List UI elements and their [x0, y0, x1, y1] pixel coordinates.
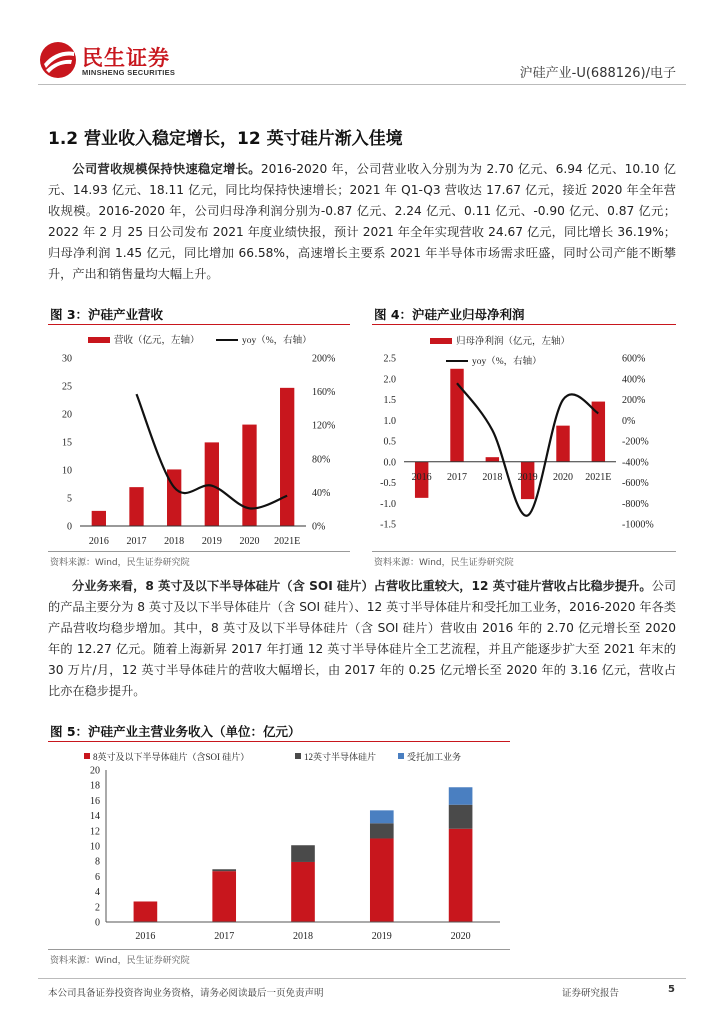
bar-2019-series-0: [370, 838, 394, 922]
bar-2016: [92, 511, 106, 526]
y-tick-label: 12: [90, 826, 100, 838]
y-tick-label: 10: [90, 841, 100, 853]
x-tick-label: 2020: [239, 536, 260, 547]
x-tick-label: 2021E: [585, 472, 612, 483]
bar-2016-series-0: [134, 901, 158, 922]
bar-2017: [450, 369, 463, 462]
footer-divider: [38, 978, 686, 979]
y-tick-label: 14: [90, 811, 100, 823]
y-tick-label: 4: [95, 887, 100, 899]
footer-disclaimer: 本公司具备证券投资咨询业务资格，请务必阅读最后一页免责声明: [48, 988, 324, 999]
y-right-tick-label: -400%: [622, 457, 649, 469]
bar-2018-series-0: [291, 862, 315, 922]
y-left-tick-label: 20: [62, 409, 72, 421]
y-left-tick-label: 1.0: [383, 415, 396, 427]
y-left-tick-label: 2.5: [383, 353, 396, 365]
paragraph-segments-lead: 分业务来看，8 英寸及以下半导体硅片（含 SOI 硅片）占营收比重较大，12 英寸硅片营收占比稳步提升。: [72, 579, 652, 593]
fig5-title-rule: [48, 741, 510, 742]
fig5-source: 资料来源：Wind，民生证券研究院: [50, 956, 190, 966]
bar-2020-series-1: [449, 805, 473, 829]
bar-2017: [129, 487, 143, 526]
bar-2019-series-1: [370, 823, 394, 838]
paragraph-revenue: [48, 159, 676, 285]
x-tick-label: 2019: [517, 472, 538, 483]
x-tick-label: 2019: [201, 536, 222, 547]
x-tick-label: 2021E: [274, 536, 301, 547]
y-left-tick-label: 2.0: [383, 374, 396, 386]
y-right-tick-label: 120%: [312, 420, 336, 432]
bar-2017-series-0: [212, 871, 236, 922]
bar-2019: [205, 442, 219, 526]
x-tick-label: 2017: [214, 931, 235, 942]
y-right-tick-label: 200%: [312, 353, 336, 365]
fig4-title: 图 4：沪硅产业归母净利润: [374, 307, 525, 322]
fig5-source-rule: [48, 949, 510, 950]
x-tick-label: 2017: [126, 536, 147, 547]
y-tick-label: 0: [95, 917, 100, 929]
y-right-tick-label: 0%: [622, 415, 636, 427]
y-tick-label: 20: [90, 765, 100, 777]
paragraph-segments: [48, 576, 676, 702]
y-left-tick-label: 0.0: [383, 457, 396, 469]
y-left-tick-label: -1.0: [380, 498, 396, 510]
x-tick-label: 2016: [88, 536, 109, 547]
fig3-source: 资料来源：Wind，民生证券研究院: [50, 558, 190, 568]
y-left-tick-label: 0: [67, 521, 72, 533]
y-left-tick-label: -0.5: [380, 478, 396, 489]
paragraph-segments-body: 公司的产品主要分为 8 英寸及以下半导体硅片（含 SOI 硅片）、12 英寸半导体硅片和受托加工业务，2016-2020 年各类产品营收均稳步增加。其中，8 英寸及以下半导体硅片（含 SOI 硅片）营收由 2016 年的 2.70 亿元增长至 2020 年的 12.27 亿元。随着上海新昇 2017 年打通 12 英寸半导体硅片全工艺流程，并且产能逐步扩大至 2021 年末的 30 万片/月，12 英寸半导体硅片的营收大幅增长，由 2017 年的 0.25 亿元增长至 2020 年的 3.16 亿元，营收占比亦在稳步提升。: [48, 579, 677, 698]
y-tick-label: 6: [95, 871, 100, 883]
bar-2017-series-1: [212, 869, 236, 871]
paragraph-revenue-body: 2016-2020 年，公司营业收入分别为为 2.70 亿元、6.94 亿元、10.10 亿元、14.93 亿元、18.11 亿元，同比均保持快速增长；2021 年 Q1-Q3 营收达 17.67 亿元，接近 2020 年全年营收规模。2016-2020 年，公司归母净利润分别为-0.87 亿元、2.24 亿元、0.11 亿元、-0.90 亿元、0.87 亿元；2022 年 2 月 25 日公司发布 2021 年度业绩快报，预计 2021 年全年实现营收 24.67 亿元，同比增长 36.19%；归母净利润 1.45 亿元，同比增加 66.58%，高速增长主要系 2021 年半导体市场需求旺盛，同时公司产能不断攀升，产出和销售量均大幅上升。: [48, 162, 676, 281]
y-right-tick-label: -800%: [622, 498, 649, 510]
logo-mark-icon: [38, 40, 78, 80]
x-tick-label: 2020: [553, 472, 573, 483]
x-tick-label: 2018: [164, 536, 185, 547]
y-left-tick-label: -1.5: [380, 519, 396, 531]
company-logo: [38, 40, 188, 80]
section-title: 1.2 营业收入稳定增长，12 英寸硅片渐入佳境: [48, 129, 403, 149]
x-tick-label: 2019: [371, 931, 392, 942]
paragraph-revenue-lead: 公司营收规模保持快速稳定增长。: [72, 162, 261, 176]
y-right-tick-label: 0%: [312, 521, 326, 533]
legend-swatch-2: [398, 753, 404, 759]
y-left-tick-label: 1.5: [383, 395, 396, 406]
bar-2019-series-2: [370, 810, 394, 823]
y-left-tick-label: 0.5: [383, 436, 396, 448]
x-tick-label: 2017: [447, 472, 467, 483]
bar-2020: [556, 426, 569, 462]
legend-label-bar: 归母净利润（亿元，左轴）: [456, 337, 571, 347]
bar-2020-series-2: [449, 787, 473, 804]
y-tick-label: 2: [95, 902, 100, 914]
y-right-tick-label: 600%: [622, 353, 646, 365]
bar-2018: [486, 457, 499, 462]
y-right-tick-label: 40%: [312, 487, 331, 499]
legend-label-2: 受托加工业务: [407, 752, 462, 762]
footer-report-type: 证券研究报告: [562, 988, 620, 999]
y-right-tick-label: -1000%: [622, 519, 654, 531]
legend-label-0: 8英寸及以下半导体硅片（含SOI 硅片）: [93, 752, 250, 762]
y-right-tick-label: 160%: [312, 387, 336, 399]
logo-text-cn: 民生证券: [82, 46, 170, 70]
y-right-tick-label: -600%: [622, 478, 649, 489]
y-right-tick-label: -200%: [622, 436, 649, 448]
fig3-title-rule: [48, 324, 350, 325]
x-tick-label: 2018: [293, 931, 313, 942]
legend-swatch-bar: [88, 337, 110, 343]
fig4-source: 资料来源：Wind，民生证券研究院: [374, 558, 514, 568]
bar-2020: [242, 425, 256, 526]
y-left-tick-label: 10: [62, 465, 72, 477]
fig4-source-rule: [372, 551, 676, 552]
stock-label: 沪硅产业-U(688126)/电子: [519, 66, 676, 81]
fig3-title: 图 3：沪硅产业营收: [50, 307, 164, 322]
y-left-tick-label: 30: [62, 353, 72, 365]
y-right-tick-label: 80%: [312, 454, 331, 466]
fig4-chart: [372, 328, 676, 548]
logo-text-en: MINSHENG SECURITIES: [82, 68, 176, 77]
y-left-tick-label: 15: [62, 437, 72, 449]
y-right-tick-label: 200%: [622, 395, 646, 406]
y-tick-label: 16: [90, 795, 100, 807]
x-tick-label: 2018: [482, 472, 503, 483]
legend-label-1: 12英寸半导体硅片: [304, 752, 377, 762]
fig5-chart: [48, 745, 510, 945]
header-divider: [38, 84, 686, 85]
y-left-tick-label: 25: [62, 381, 72, 393]
legend-label-bar: 营收（亿元，左轴）: [114, 336, 200, 346]
x-tick-label: 2016: [135, 931, 156, 942]
fig3-chart: [48, 328, 350, 548]
fig5-title: 图 5：沪硅产业主营业务收入（单位：亿元）: [50, 724, 301, 739]
legend-label-line: yoy（%，右轴）: [472, 357, 542, 367]
bar-2020-series-0: [449, 829, 473, 922]
y-tick-label: 8: [95, 856, 100, 868]
x-tick-label: 2020: [450, 931, 471, 942]
legend-swatch-1: [295, 753, 301, 759]
y-tick-label: 18: [90, 780, 100, 792]
page-number: 5: [668, 984, 675, 995]
x-tick-label: 2016: [411, 472, 432, 483]
bar-2018-series-1: [291, 845, 315, 862]
legend-swatch-bar: [430, 338, 452, 344]
y-left-tick-label: 5: [67, 493, 72, 505]
legend-label-line: yoy（%，右轴）: [242, 336, 312, 346]
y-right-tick-label: 400%: [622, 374, 646, 386]
legend-swatch-0: [84, 753, 90, 759]
fig3-source-rule: [48, 551, 350, 552]
fig4-title-rule: [372, 324, 676, 325]
bar-2021E: [280, 388, 294, 526]
